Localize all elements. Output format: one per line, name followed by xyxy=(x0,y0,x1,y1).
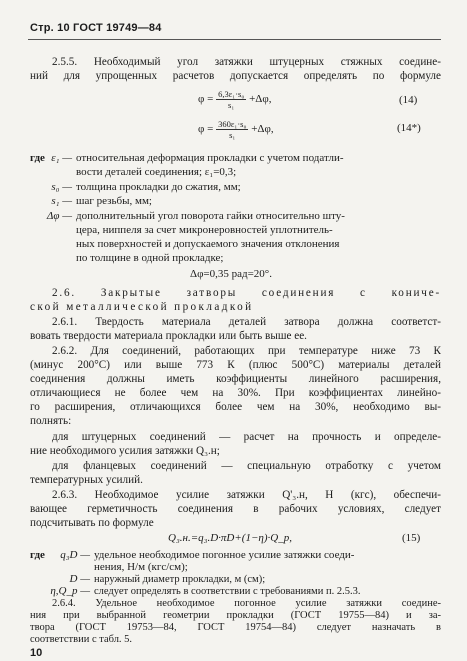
paragraph-line: твора (ГОСТ 19753—84, ГОСТ 19754—84) следует назначать в xyxy=(30,622,441,633)
equation-rest: +Δφ, xyxy=(251,123,274,136)
paragraph-line: полнять: xyxy=(30,415,72,427)
paragraph-line: ния при выбранной геометрии прокладки (ГОСТ 19755—84) и за- xyxy=(30,610,441,621)
paragraph-line: (минус 200°С) или выше 773 К (плюс 500°С) материалы деталей xyxy=(30,359,441,371)
fraction-numerator: 360ε₁·s₀ xyxy=(218,119,247,129)
paragraph-line: 2.6.3. Необходимое усилие затяжки Q'₃.н, Н (кгс), обеспечи- xyxy=(52,489,441,501)
equation-14 xyxy=(198,89,271,110)
where-label: где xyxy=(30,152,45,164)
equation-fraction xyxy=(216,89,246,110)
equation-lhs: φ = xyxy=(198,93,214,106)
paragraph-line: подсчитывать по формуле xyxy=(30,517,154,529)
equation-lhs: φ = xyxy=(198,123,214,136)
definition-symbol: D — xyxy=(69,573,90,585)
paragraph-line: вовать твердости материала прокладки или быть выше ее. xyxy=(30,330,307,342)
page-header: Стр. 10 ГОСТ 19749—84 xyxy=(30,22,162,34)
definition-symbol: η,Q_p — xyxy=(50,585,90,597)
paragraph-line: для штуцерных соединений — расчет на прочность и определе- xyxy=(52,431,441,443)
definition-text: следует определять в соответствии с требованиями п. 2.5.3. xyxy=(94,586,361,597)
definition-text: дополнительный угол поворота гайки относительно шту- xyxy=(76,210,345,222)
definition-text: вости деталей соединения; ε₁=0,3; xyxy=(76,166,237,178)
paragraph-line: температурных усилий. xyxy=(30,474,143,486)
fraction-numerator: 6,3ε₁·s₀ xyxy=(218,89,245,99)
definition-text: наружный диаметр прокладки, м (см); xyxy=(94,574,266,585)
equation-number: (14*) xyxy=(397,122,421,134)
equation-number: (15) xyxy=(402,532,421,544)
definition-symbol: ε₁ — xyxy=(51,152,72,164)
definition-text: цера, ниппеля за счет микронеровностей уплотнитель- xyxy=(76,224,333,236)
definition-text: нения, Н/м (кгс/см); xyxy=(94,561,188,573)
equation-number: (14) xyxy=(399,94,418,106)
paragraph-line: соединения должны иметь коэффициенты линейного расширения, xyxy=(30,373,441,385)
definition-symbol: s₀ — xyxy=(51,181,72,193)
definition-text: ных поверхностей и допускаемого значения отклонения xyxy=(76,238,340,250)
equation-14-star xyxy=(198,119,274,140)
paragraph-line: ние необходимого усилия затяжки Q₃.н; xyxy=(30,445,220,457)
paragraph-line: 2.6.1. Твердость материала деталей затвора должна соответст- xyxy=(52,316,441,328)
section-heading: ской металлической прокладкой xyxy=(30,301,254,313)
fraction-denominator: s₁ xyxy=(229,130,236,140)
equation-rest: +Δφ, xyxy=(249,93,272,106)
definition-symbol: s₁ — xyxy=(51,195,72,207)
header-rule xyxy=(28,39,441,40)
fraction-denominator: s₁ xyxy=(228,100,235,110)
definition-text: удельное необходимое погонное усилие затяжки соеди- xyxy=(94,549,355,561)
definition-text: толщина прокладки до сжатия, мм; xyxy=(76,181,241,193)
definition-text: относительная деформация прокладки с учетом податли- xyxy=(76,152,344,164)
definition-symbol: q₃D — xyxy=(60,549,90,561)
paragraph-line: отличающиеся не более чем на 30%. При коэффициентах линейно- xyxy=(30,387,441,399)
paragraph-line: соответствии с табл. 5. xyxy=(30,634,133,645)
equation-15: Q₃.н.=q₃.D·πD+(1−η)·Q_p, xyxy=(168,532,292,544)
equation-fraction xyxy=(216,119,248,140)
paragraph-line: 2.6.4. Удельное необходимое погонное усилие затяжки соедине- xyxy=(52,598,441,609)
equation-delta-phi: Δφ=0,35 рад=20°. xyxy=(190,268,272,280)
paragraph-line: го расширения, отличающихся более чем на 30%, необходимо вы- xyxy=(30,401,441,413)
paragraph-line: 2.6.2. Для соединений, работающих при температуре ниже 73 К xyxy=(52,345,441,357)
definition-text: по толщине в одной прокладке; xyxy=(76,252,224,264)
paragraph-line: 2.5.5. Необходимый угол затяжки штуцерных стяжных соедине- xyxy=(52,56,441,68)
paragraph-line: ний для упрощенных расчетов допускается определять по формуле xyxy=(30,70,441,82)
page-number: 10 xyxy=(30,647,43,659)
paragraph-line: для фланцевых соединений — специальную отработку с учетом xyxy=(52,460,441,472)
definition-symbol: Δφ — xyxy=(46,210,72,222)
where-label: где xyxy=(30,549,45,561)
definition-text: шаг резьбы, мм; xyxy=(76,195,152,207)
paragraph-line: вающее герметичность соединения в рабочих условиях, следует xyxy=(30,503,441,515)
section-heading: 2.6. Закрытые затворы соединения с кониче- xyxy=(52,287,441,299)
